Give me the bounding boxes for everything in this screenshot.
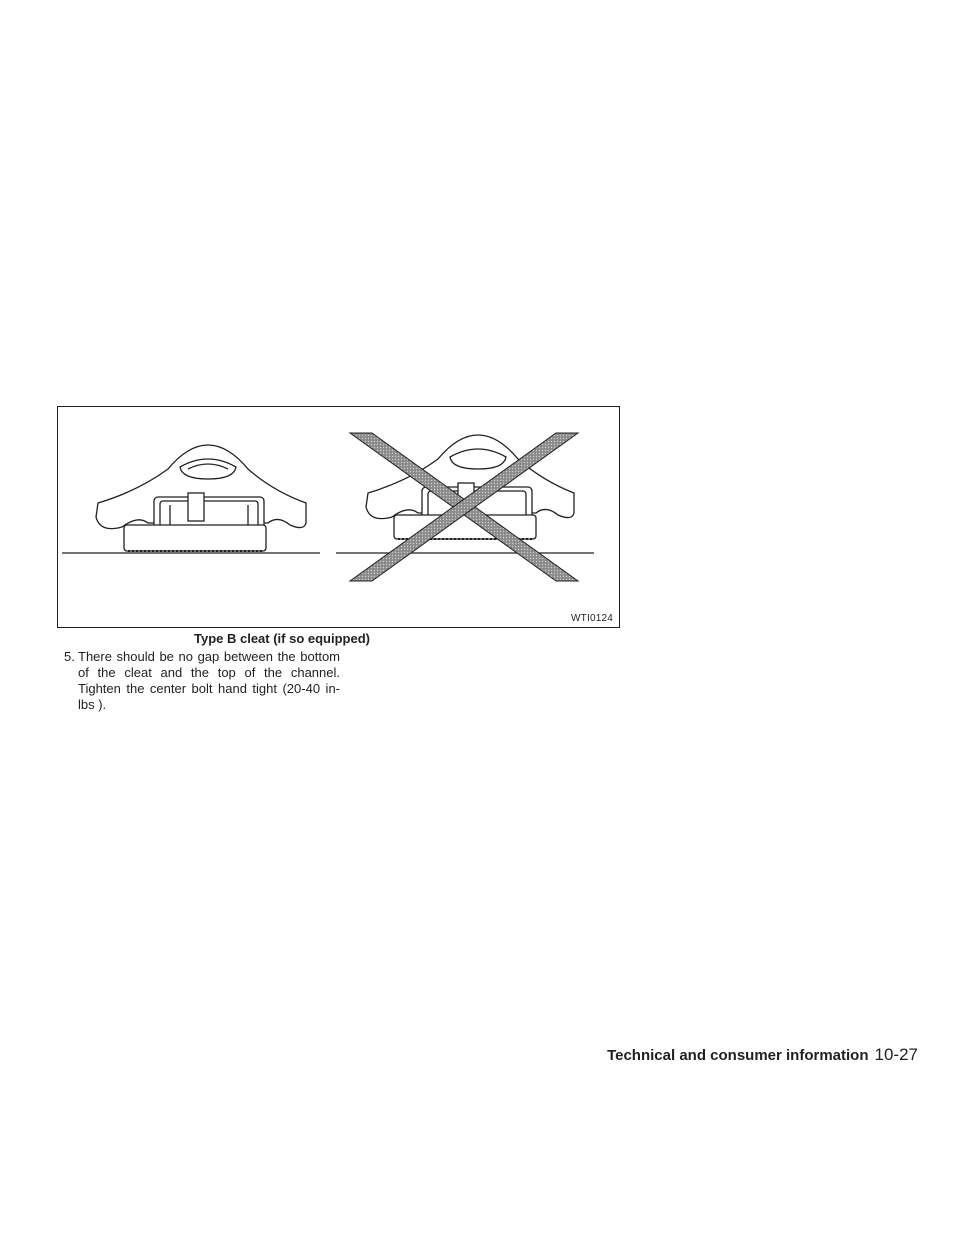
cleat-drawing bbox=[58, 407, 621, 629]
figure-caption: Type B cleat (if so equipped) bbox=[193, 631, 370, 646]
figure-code: WTI0124 bbox=[571, 613, 613, 624]
page-footer bbox=[607, 1045, 918, 1065]
step-text: There should be no gap between the bottom of the cleat and the top of the channel. Tighten the center bolt hand tight (20-40 in-lbs ). bbox=[78, 649, 340, 712]
step-number: 5. bbox=[64, 649, 75, 664]
instruction-step bbox=[64, 649, 340, 713]
cleat-illustration bbox=[57, 406, 620, 628]
cleat-incorrect-icon bbox=[336, 435, 594, 553]
cleat-correct-icon bbox=[62, 445, 320, 553]
footer-section-title: Technical and consumer information bbox=[607, 1047, 869, 1064]
page-number: 10-27 bbox=[874, 1045, 918, 1064]
